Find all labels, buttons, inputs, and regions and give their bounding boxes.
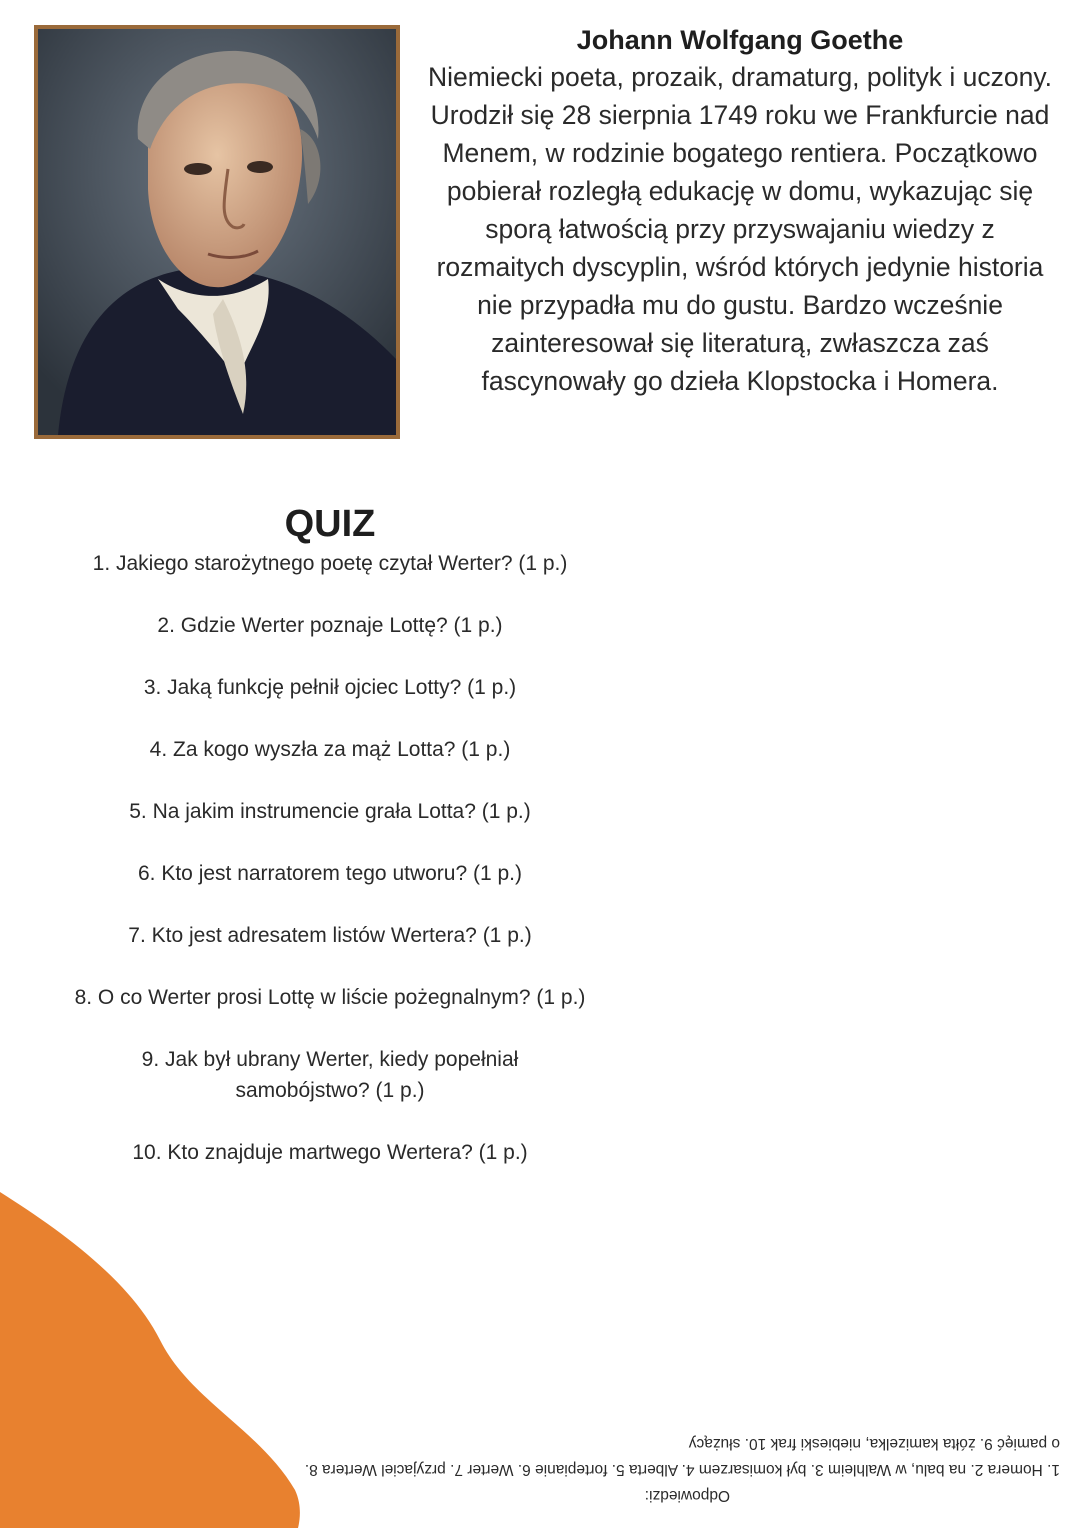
answers-heading: Odpowiedzi: (644, 1487, 730, 1504)
portrait-illustration (38, 29, 396, 435)
decorative-orange-blob (0, 1180, 310, 1528)
quiz-title: QUIZ (284, 503, 376, 545)
quiz-question: 8. O co Werter prosi Lottę w liście pożegnalnym? (1 p.) (74, 986, 586, 1009)
quiz-question: 10. Kto znajduje martwego Wertera? (1 p.) (132, 1141, 528, 1164)
goethe-portrait (34, 25, 400, 439)
quiz-question: 3. Jaką funkcję pełnił ojciec Lotty? (1 p.) (143, 676, 517, 699)
quiz-question: 2. Gdzie Werter poznaje Lottę? (1 p.) (157, 614, 503, 637)
quiz-question: 7. Kto jest adresatem listów Wertera? (1 p.) (128, 924, 532, 947)
biography-text: Niemiecki poeta, prozaik, dramaturg, polityk i uczony. Urodził się 28 sierpnia 1749 roku we Frankfurcie nad Menem, w rodzinie bogatego rentiera. Początkowo pobierał rozległą edukację w domu, wykazując się sporą łatwością przy przyswajaniu wiedzy z rozmaitych dyscyplin, wśród których jedynie historia nie przypadła mu do gustu. Bardzo wcześnie zainteresował się literaturą, zwłaszcza zaś fascynowały go dzieła Klopstocka i Homera. (428, 62, 1052, 396)
author-name: Johann Wolfgang Goethe (576, 25, 904, 55)
quiz-question: 9. Jak był ubrany Werter, kiedy popełniał samobójstwo? (1 p.) (141, 1048, 519, 1102)
quiz-section (30, 500, 630, 1199)
quiz-question: 4. Za kogo wyszła za mąż Lotta? (1 p.) (149, 738, 511, 761)
quiz-question-list (30, 548, 630, 1168)
answers-upside-down (300, 1430, 1060, 1508)
quiz-question: 5. Na jakim instrumencie grała Lotta? (1 p.) (129, 800, 531, 823)
answers-text: 1. Homera 2. na balu, w Walhleim 3. był komisarzem 4. Alberta 5. fortepianie 6. Werter 7. przyjaciel Wertera 8. o pamięć 9. żółta kamizelka, niebieski frak 10. służący (304, 1435, 1060, 1478)
biography-section (420, 22, 1060, 400)
quiz-question: 6. Kto jest narratorem tego utworu? (1 p.) (137, 862, 523, 885)
quiz-question: 1. Jakiego starożytnego poetę czytał Werter? (1 p.) (92, 552, 568, 575)
